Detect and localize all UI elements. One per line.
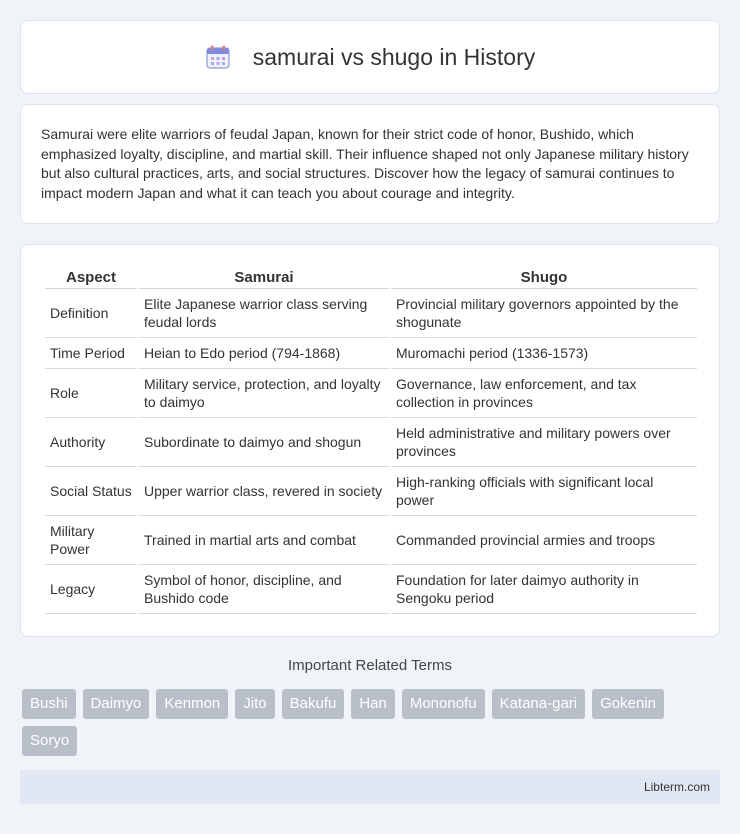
table-row bbox=[45, 289, 697, 338]
related-term-tag[interactable]: Bakufu bbox=[282, 689, 345, 719]
calendar-icon bbox=[205, 44, 231, 70]
cell-aspect: Authority bbox=[45, 418, 137, 467]
cell-aspect: Legacy bbox=[45, 565, 137, 614]
footer-site-link[interactable]: Libterm.com bbox=[643, 780, 710, 794]
cell-aspect: Time Period bbox=[45, 338, 137, 369]
related-term-tag[interactable]: Gokenin bbox=[592, 689, 664, 719]
cell-samurai: Subordinate to daimyo and shogun bbox=[139, 418, 389, 467]
table-row bbox=[45, 516, 697, 565]
table-header-row bbox=[45, 265, 697, 289]
cell-samurai: Trained in martial arts and combat bbox=[139, 516, 389, 565]
comparison-table bbox=[43, 265, 699, 614]
cell-samurai: Heian to Edo period (794-1868) bbox=[139, 338, 389, 369]
page-title: samurai vs shugo in History bbox=[252, 43, 536, 70]
cell-shugo: Muromachi period (1336-1573) bbox=[391, 338, 697, 369]
cell-aspect: Definition bbox=[45, 289, 137, 338]
related-term-tag[interactable]: Mononofu bbox=[402, 689, 485, 719]
comparison-table-card bbox=[20, 244, 720, 637]
related-terms-title: Important Related Terms bbox=[288, 657, 452, 674]
cell-aspect: Role bbox=[45, 369, 137, 418]
table-row bbox=[45, 369, 697, 418]
related-term-tag[interactable]: Soryo bbox=[22, 726, 77, 756]
header-samurai: Samurai bbox=[139, 265, 389, 289]
cell-samurai: Symbol of honor, discipline, and Bushido code bbox=[139, 565, 389, 614]
cell-shugo: Foundation for later daimyo authority in Sengoku period bbox=[391, 565, 697, 614]
related-terms-list bbox=[22, 689, 722, 756]
related-term-tag[interactable]: Bushi bbox=[22, 689, 76, 719]
related-term-tag[interactable]: Katana-gari bbox=[492, 689, 586, 719]
header-aspect: Aspect bbox=[45, 265, 137, 289]
cell-samurai: Elite Japanese warrior class serving feudal lords bbox=[139, 289, 389, 338]
cell-samurai: Military service, protection, and loyalty to daimyo bbox=[139, 369, 389, 418]
cell-samurai: Upper warrior class, revered in society bbox=[139, 467, 389, 516]
related-term-tag[interactable]: Han bbox=[351, 689, 395, 719]
cell-shugo: Held administrative and military powers over provinces bbox=[391, 418, 697, 467]
intro-text: Samurai were elite warriors of feudal Japan, known for their strict code of honor, Bushido, which emphasized loyalty, discipline, and martial skill. Their influence shaped not only Japanese military history but also cultural practices, arts, and social structures. Discover how the legacy of samurai continues to impact modern Japan and what it can teach you about courage and integrity. bbox=[41, 126, 689, 201]
cell-shugo: Provincial military governors appointed by the shogunate bbox=[391, 289, 697, 338]
table-row bbox=[45, 338, 697, 369]
related-term-tag[interactable]: Jito bbox=[235, 689, 274, 719]
cell-shugo: High-ranking officials with significant local power bbox=[391, 467, 697, 516]
header-card bbox=[20, 20, 720, 94]
cell-shugo: Governance, law enforcement, and tax collection in provinces bbox=[391, 369, 697, 418]
table-row bbox=[45, 418, 697, 467]
intro-card bbox=[20, 104, 720, 224]
footer bbox=[20, 770, 720, 804]
table-row bbox=[45, 467, 697, 516]
cell-aspect: Social Status bbox=[45, 467, 137, 516]
related-term-tag[interactable]: Daimyo bbox=[83, 689, 150, 719]
cell-aspect: Military Power bbox=[45, 516, 137, 565]
table-row bbox=[45, 565, 697, 614]
header-shugo: Shugo bbox=[391, 265, 697, 289]
related-term-tag[interactable]: Kenmon bbox=[156, 689, 228, 719]
cell-shugo: Commanded provincial armies and troops bbox=[391, 516, 697, 565]
